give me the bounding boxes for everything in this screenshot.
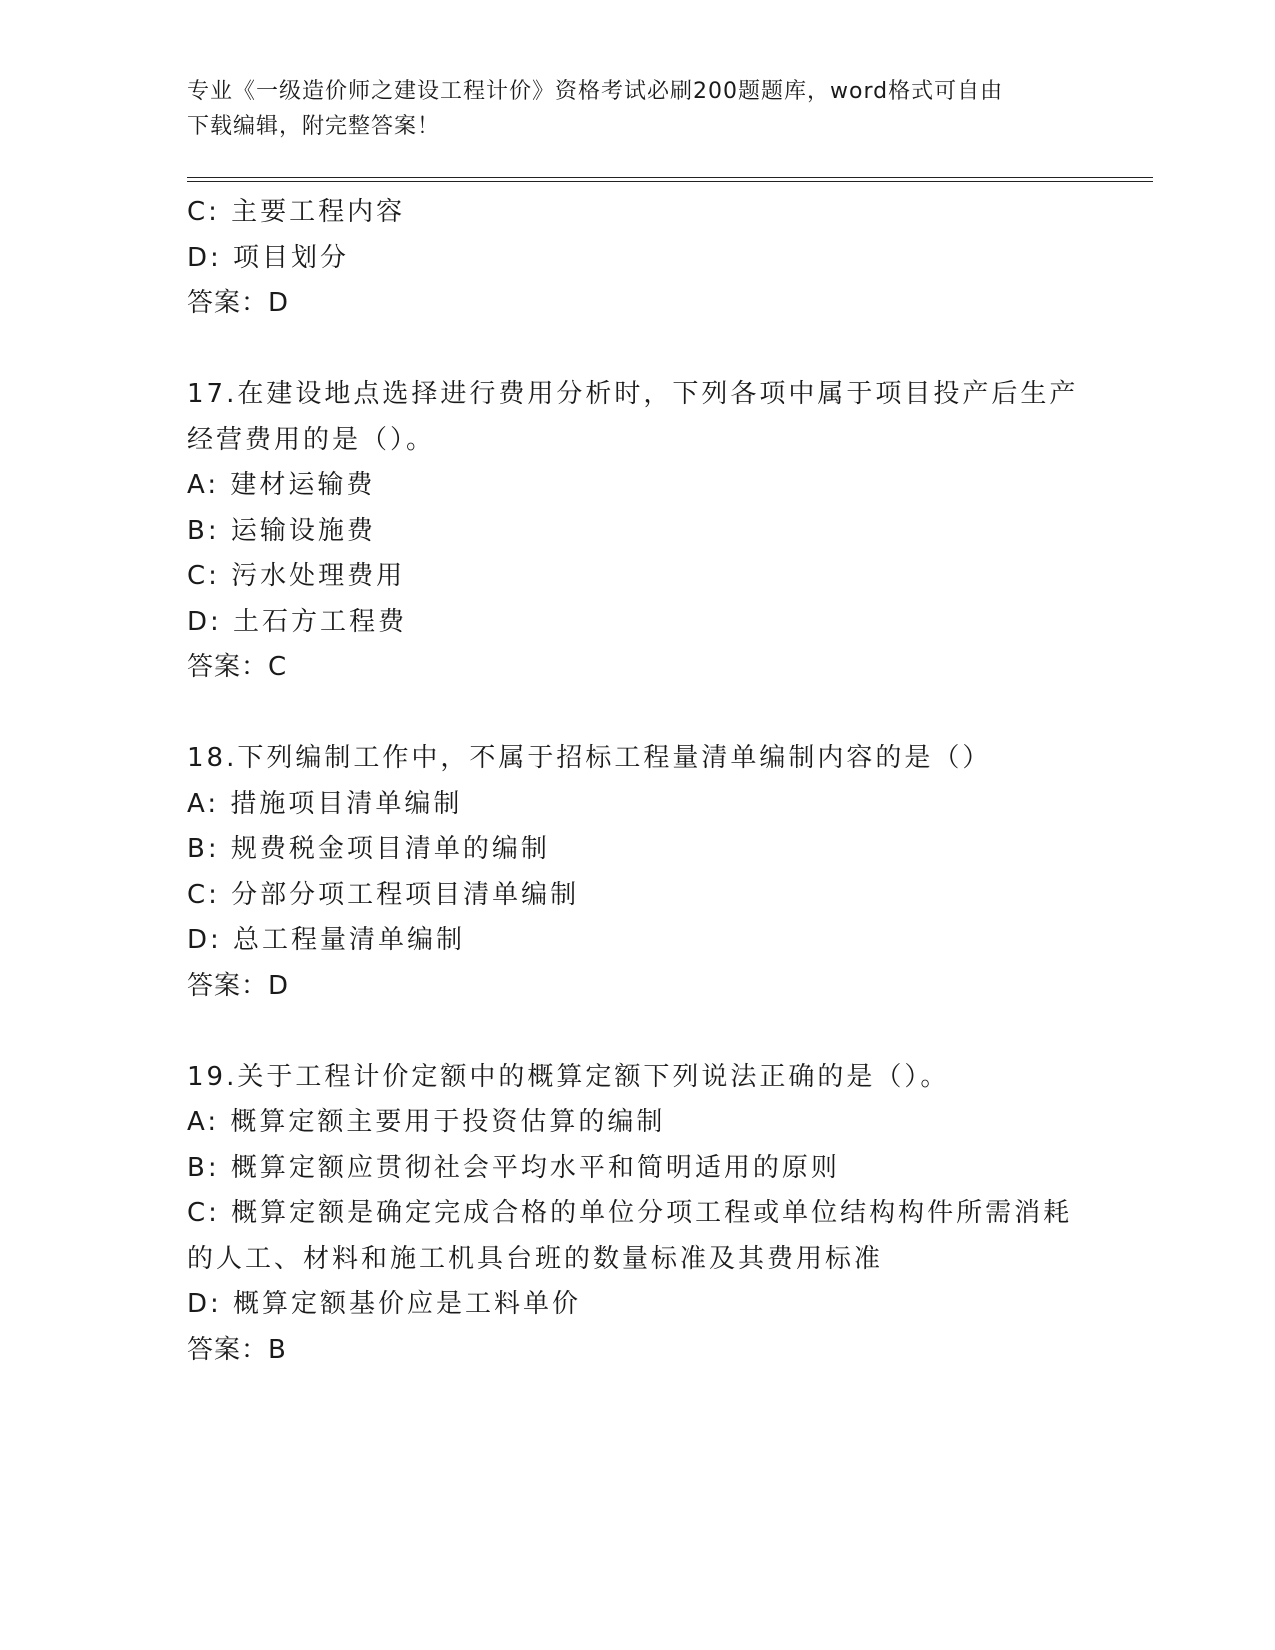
spacer <box>187 1009 1087 1055</box>
option-b: B: 规费税金项目清单的编制 <box>187 834 550 864</box>
answer-line: 答案：C <box>187 652 288 682</box>
option-d: D: 概算定额基价应是工料单价 <box>187 1289 582 1319</box>
header-line-1: 专业《一级造价师之建设工程计价》资格考试必刷200题题库，word格式可自由 <box>187 79 1004 104</box>
question-stem: 17.在建设地点选择进行费用分析时，下列各项中属于项目投产后生产 <box>187 379 1079 409</box>
question-16-continued <box>187 190 1087 327</box>
document-header <box>187 74 1077 144</box>
spacer <box>187 327 1087 373</box>
option-b: B: 运输设施费 <box>187 515 376 546</box>
question-stem-continued: 经营费用的是（）。 <box>187 424 436 455</box>
option-d: D: 项目划分 <box>187 242 350 273</box>
option-c: C: 概算定额是确定完成合格的单位分项工程或单位结构构件所需消耗 <box>187 1198 1073 1228</box>
question-18 <box>187 736 1087 1009</box>
option-c: C: 污水处理费用 <box>187 561 406 591</box>
question-stem: 19.关于工程计价定额中的概算定额下列说法正确的是（）。 <box>187 1061 950 1092</box>
option-a: A: 概算定额主要用于投资估算的编制 <box>187 1107 666 1137</box>
option-b: B: 概算定额应贯彻社会平均水平和简明适用的原则 <box>187 1152 840 1183</box>
option-c-continued: 的人工、材料和施工机具台班的数量标准及其费用标准 <box>187 1243 884 1274</box>
answer-line: 答案：D <box>187 970 290 1001</box>
question-content <box>187 190 1087 1373</box>
answer-line: 答案：B <box>187 1334 287 1365</box>
option-a: A: 措施项目清单编制 <box>187 788 463 819</box>
header-line-2: 下载编辑，附完整答案！ <box>187 114 441 139</box>
question-19 <box>187 1055 1087 1374</box>
spacer <box>187 691 1087 737</box>
option-c: C: 主要工程内容 <box>187 197 406 227</box>
option-d: D: 土石方工程费 <box>187 606 408 637</box>
header-divider <box>187 177 1153 182</box>
question-17 <box>187 372 1087 691</box>
option-d: D: 总工程量清单编制 <box>187 925 466 955</box>
option-c: C: 分部分项工程项目清单编制 <box>187 879 580 910</box>
question-stem: 18.下列编制工作中，不属于招标工程量清单编制内容的是（） <box>187 743 992 773</box>
option-a: A: 建材运输费 <box>187 470 376 500</box>
answer-line: 答案：D <box>187 288 290 318</box>
